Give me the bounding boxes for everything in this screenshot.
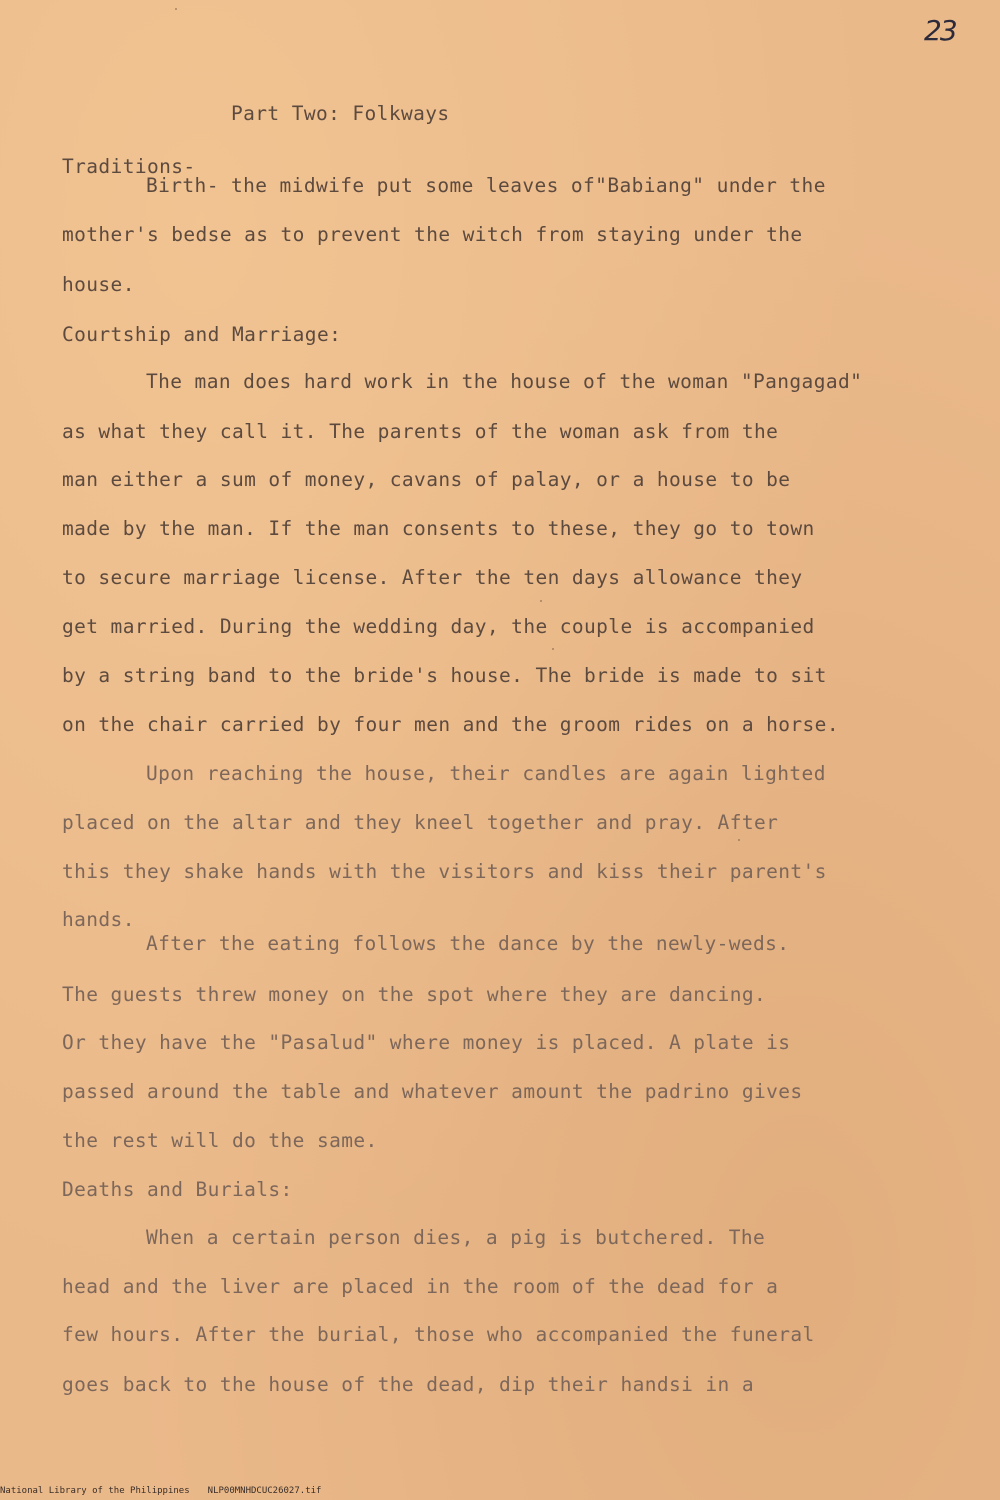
text-line: by a string band to the bride's house. The bride is made to sit bbox=[62, 664, 827, 687]
text-line: Upon reaching the house, their candles are again lighted bbox=[146, 762, 826, 785]
text-line: to secure marriage license. After the ten days allowance they bbox=[62, 566, 803, 589]
text-line: hands. bbox=[62, 908, 135, 931]
scan-footer bbox=[0, 1486, 339, 1496]
text-line: the rest will do the same. bbox=[62, 1129, 378, 1152]
text-line: After the eating follows the dance by the newly-weds. bbox=[146, 932, 790, 955]
text-line: The guests threw money on the spot where they are dancing. bbox=[62, 983, 767, 1006]
text-line: The man does hard work in the house of the woman "Pangagad" bbox=[146, 370, 863, 393]
text-line: goes back to the house of the dead, dip their handsi in a bbox=[62, 1373, 754, 1396]
footer-library: National Library of the Philippines bbox=[0, 1486, 190, 1496]
text-line: Or they have the "Pasalud" where money is placed. A plate is bbox=[62, 1031, 791, 1054]
paper-speck bbox=[552, 648, 554, 650]
text-line: passed around the table and whatever amount the padrino gives bbox=[62, 1080, 803, 1103]
text-line: house. bbox=[62, 273, 135, 296]
text-line: get married. During the wedding day, the couple is accompanied bbox=[62, 615, 815, 638]
text-line: on the chair carried by four men and the groom rides on a horse. bbox=[62, 713, 839, 736]
text-line: When a certain person dies, a pig is butchered. The bbox=[146, 1226, 766, 1249]
text-line: Traditions- bbox=[62, 155, 196, 178]
text-line: Birth- the midwife put some leaves of"Babiang" under the bbox=[146, 174, 826, 197]
text-line: mother's bedse as to prevent the witch from staying under the bbox=[62, 223, 803, 246]
paper-speck bbox=[175, 8, 177, 10]
subheading: Courtship and Marriage: bbox=[62, 323, 342, 346]
text-line: few hours. After the burial, those who accompanied the funeral bbox=[62, 1323, 815, 1346]
text-line: man either a sum of money, cavans of palay, or a house to be bbox=[62, 468, 791, 491]
text-line: head and the liver are placed in the room of the dead for a bbox=[62, 1275, 779, 1298]
text-line: as what they call it. The parents of the woman ask from the bbox=[62, 420, 779, 443]
text-line: this they shake hands with the visitors and kiss their parent's bbox=[62, 860, 827, 883]
text-line: made by the man. If the man consents to these, they go to town bbox=[62, 517, 815, 540]
paper-speck bbox=[540, 600, 542, 602]
footer-filename: NLP00MNHDCUC26027.tif bbox=[207, 1486, 322, 1496]
subheading: Deaths and Burials: bbox=[62, 1178, 293, 1201]
section-heading: Part Two: Folkways bbox=[231, 102, 450, 125]
text-line: placed on the altar and they kneel together and pray. After bbox=[62, 811, 779, 834]
paper-speck bbox=[738, 839, 740, 841]
page-number: 23 bbox=[924, 14, 956, 47]
